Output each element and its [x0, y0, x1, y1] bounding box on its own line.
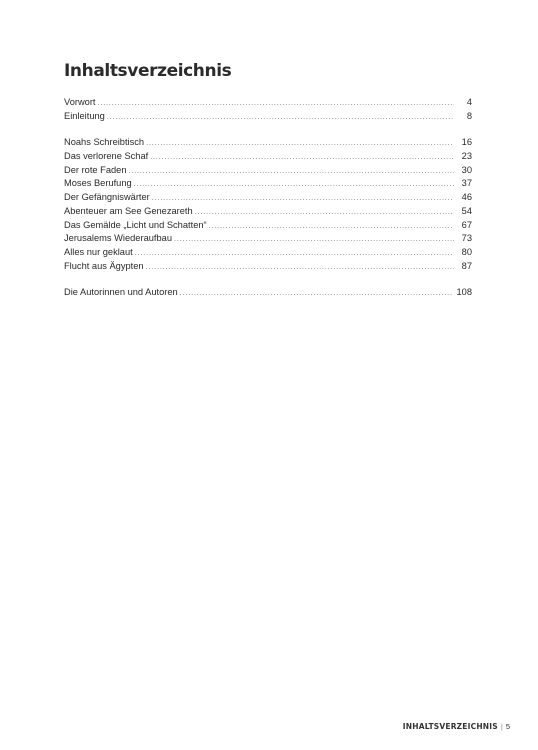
toc-entry[interactable]: [64, 177, 472, 191]
toc-entry-page: 73: [461, 233, 472, 244]
toc-entry-page: 4: [466, 97, 472, 107]
toc-group: [64, 286, 472, 300]
toc-entry[interactable]: [64, 232, 472, 246]
toc-entry-page: 87: [461, 260, 472, 271]
toc-dot-leader: [209, 220, 454, 234]
toc-dot-leader: [107, 111, 454, 125]
toc-entry-page: 8: [466, 110, 472, 121]
toc-entry-page: 23: [461, 151, 472, 162]
toc-entry-page: 54: [461, 205, 472, 216]
toc-entry-title: Der rote Faden: [64, 164, 127, 175]
toc-entry-title: Vorwort: [64, 97, 96, 107]
toc-dot-leader: [195, 206, 454, 220]
toc-entry-title: Einleitung: [64, 110, 105, 121]
toc-entry-title: Flucht aus Ägypten: [64, 260, 144, 271]
toc-entry-title: Die Autorinnen und Autoren: [64, 287, 178, 298]
toc-dot-leader: [150, 151, 454, 165]
toc-entry-title: Der Gefängniswärter: [64, 192, 150, 203]
table-of-contents: [64, 96, 472, 313]
toc-dot-leader: [98, 97, 454, 111]
toc-group: [64, 96, 472, 123]
toc-dot-leader: [146, 137, 454, 151]
toc-entry[interactable]: [64, 164, 472, 178]
toc-entry[interactable]: [64, 110, 472, 124]
toc-entry-title: Das verlorene Schaf: [64, 151, 149, 162]
toc-entry-page: 67: [461, 219, 472, 230]
toc-entry[interactable]: [64, 260, 472, 274]
toc-entry-page: 46: [461, 192, 472, 203]
toc-entry-title: Noahs Schreibtisch: [64, 137, 145, 148]
toc-entry-page: 16: [461, 137, 472, 148]
footer-label: INHALTSVERZEICHNIS: [402, 722, 498, 731]
toc-entry-title: Jerusalems Wiederaufbau: [64, 233, 172, 244]
toc-entry[interactable]: [64, 246, 472, 260]
toc-entry[interactable]: [64, 286, 472, 300]
toc-dot-leader: [180, 287, 453, 301]
toc-entry-title: Abenteuer am See Genezareth: [64, 205, 193, 216]
page-title: Inhaltsverzeichnis: [64, 61, 232, 82]
toc-entry-page: 108: [456, 287, 472, 298]
toc-entry-page: 37: [461, 178, 472, 189]
toc-dot-leader: [146, 261, 454, 275]
toc-entry-title: Das Gemälde „Licht und Schatten“: [64, 219, 207, 230]
toc-entry[interactable]: [64, 191, 472, 205]
footer-page-number: 5: [505, 722, 510, 731]
toc-dot-leader: [152, 192, 454, 206]
toc-group: [64, 136, 472, 273]
toc-entry-page: 30: [461, 164, 472, 175]
toc-entry[interactable]: [64, 205, 472, 219]
toc-dot-leader: [174, 233, 454, 247]
toc-entry-title: Alles nur geklaut: [64, 246, 133, 257]
toc-entry[interactable]: [64, 150, 472, 164]
page-footer: [403, 722, 510, 731]
toc-entry[interactable]: [64, 219, 472, 233]
toc-dot-leader: [134, 178, 454, 192]
toc-entry[interactable]: [64, 96, 472, 110]
toc-entry[interactable]: [64, 136, 472, 150]
toc-entry-page: 80: [461, 246, 472, 257]
toc-entry-title: Moses Berufung: [64, 178, 132, 189]
footer-separator: |: [500, 722, 503, 731]
toc-dot-leader: [135, 247, 454, 261]
toc-dot-leader: [129, 165, 454, 179]
